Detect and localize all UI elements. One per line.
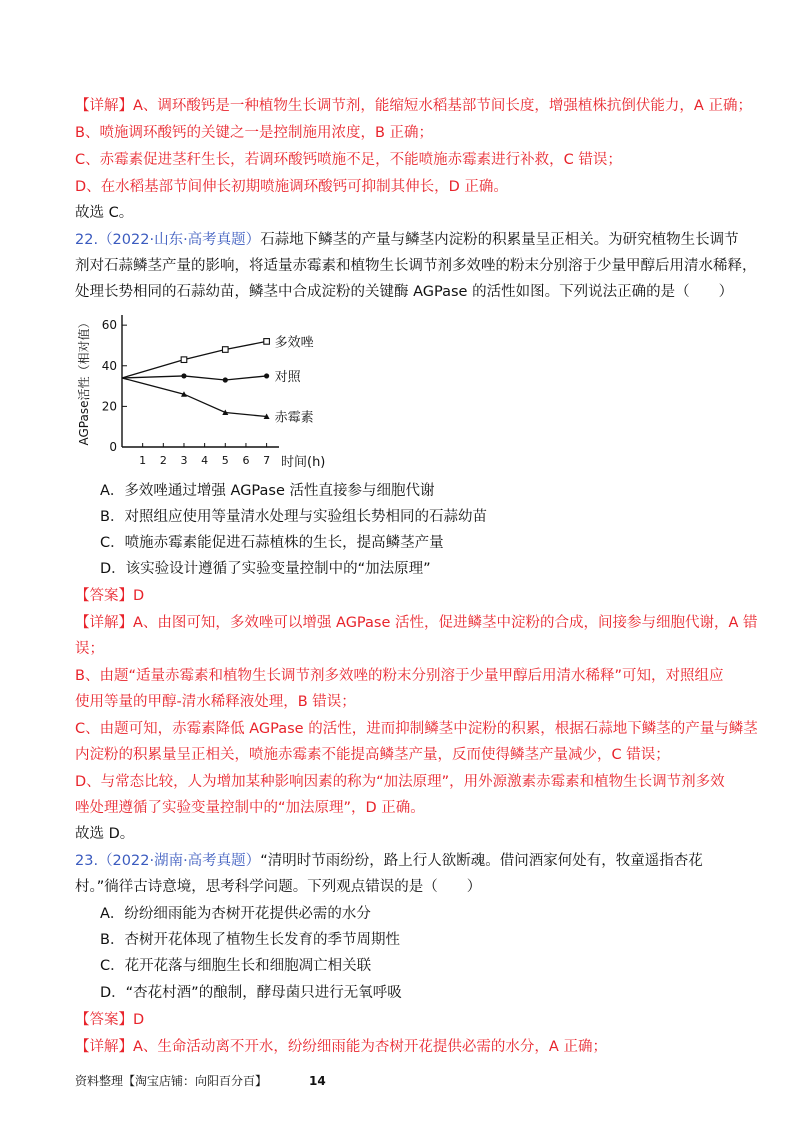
page-footer: [75, 1072, 326, 1089]
x-axis-label: 时间(h): [281, 455, 326, 470]
q21-explain-line-2: B、喷施调环酸钙的关键之一是控制施用浓度，B 正确；: [75, 125, 434, 141]
q23-option-a: A．纷纷细雨能为杏树开花提供必需的水分: [100, 906, 371, 922]
q22-explain-line-2: 误；: [75, 641, 104, 657]
q22-explain-line-8: 唑处理遵循了实验变量控制中的“加法原理”，D 正确。: [75, 800, 425, 816]
series-label-2: 赤霉素: [274, 410, 314, 426]
q22-number: 22.: [75, 232, 99, 248]
series-line-2: [122, 378, 267, 417]
q23-stem-text-1: “清明时节雨纷纷，路上行人欲断魂。借问酒家何处有，牧童遥指杏花: [260, 853, 703, 869]
data-point-square: [222, 347, 228, 353]
q21-explain-line-1: 【详解】A、调环酸钙是一种植物生长调节剂，能缩短水稻基部节间长度，增强植株抗倒伏能力，A 正确；: [75, 98, 752, 114]
q22-conclusion: 故选 D。: [75, 826, 135, 842]
x-tick-label: 1: [139, 454, 147, 467]
series-line-1: [122, 376, 267, 380]
q23-number: 23.: [75, 853, 99, 869]
q23-answer: 【答案】D: [75, 1012, 145, 1028]
data-point-circle: [264, 373, 269, 378]
x-tick-label: 3: [180, 454, 188, 467]
q22-option-c: C．喷施赤霉素能促进石蒜植株的生长，提高鳞茎产量: [100, 535, 444, 551]
series-label-0: 多效唑: [274, 335, 314, 351]
q22-explain-line-6: 内淀粉的积累量呈正相关，喷施赤霉素不能提高鳞茎产量，反而使得鳞茎产量减少，C 错误；: [75, 747, 670, 763]
agpase-activity-chart: [74, 310, 354, 480]
q23-stem-line-2: 村。”徜徉古诗意境，思考科学问题。下列观点错误的是（ ）: [75, 879, 482, 895]
q22-option-a: A．多效唑通过增强 AGPase 活性直接参与细胞代谢: [100, 483, 435, 499]
q23-option-d: D．“杏花村酒”的酿制，酵母菌只进行无氧呼吸: [100, 985, 402, 1001]
series-line-0: [122, 341, 267, 378]
q23-stem-line-1: [75, 851, 760, 871]
q21-explain-line-3: C、赤霉素促进茎秆生长，若调环酸钙喷施不足，不能喷施赤霉素进行补救，C 错误；: [75, 152, 622, 168]
q22-stem-text-1: 石蒜地下鳞茎的产量与鳞茎内淀粉的积累量呈正相关。为研究植物生长调节: [260, 232, 739, 248]
y-tick-label: 20: [101, 399, 117, 414]
q22-source: （2022·山东·高考真题）: [98, 232, 261, 248]
q22-explain-line-4: 使用等量的甲醇-清水稀释液处理，B 错误；: [75, 694, 356, 710]
q22-stem-line-1: [75, 230, 760, 250]
page-number: 14: [309, 1074, 326, 1088]
q22-explain-line-5: C、由题可知，赤霉素降低 AGPase 的活性，进而抑制鳞茎中淀粉的积累，根据石蒜地下鳞茎的产量与鳞茎: [75, 721, 758, 737]
x-tick-label: 6: [242, 454, 250, 467]
series-label-1: 对照: [274, 369, 301, 385]
data-point-circle: [223, 377, 228, 382]
q22-option-b: B．对照组应使用等量清水处理与实验组长势相同的石蒜幼苗: [100, 509, 487, 525]
q22-option-d: D．该实验设计遵循了实验变量控制中的“加法原理”: [100, 561, 431, 577]
q23-source: （2022·湖南·高考真题）: [98, 853, 261, 869]
y-axis-label: AGPase活性（相对值）: [77, 316, 91, 446]
q23-explain-line-1: 【详解】A、生命活动离不开水，纷纷细雨能为杏树开花提供必需的水分，A 正确；: [75, 1039, 607, 1055]
x-tick-label: 4: [201, 454, 209, 467]
data-point-circle: [181, 373, 186, 378]
footer-label: 资料整理【淘宝店铺：向阳百分百】: [75, 1074, 268, 1088]
x-tick-label: 5: [221, 454, 229, 467]
y-tick-label: 0: [109, 440, 117, 454]
x-tick-label: 7: [263, 454, 271, 467]
data-point-square: [181, 357, 187, 363]
y-tick-label: 40: [101, 358, 117, 373]
data-point-square: [264, 339, 270, 345]
q23-option-c: C．花开花落与细胞生长和细胞凋亡相关联: [100, 958, 372, 974]
q22-answer: 【答案】D: [75, 588, 145, 604]
q22-stem-line-2: 剂对石蒜鳞茎产量的影响，将适量赤霉素和植物生长调节剂多效唑的粉末分别溶于少量甲醇后用清水稀释，: [75, 258, 757, 274]
x-tick-label: 2: [159, 454, 167, 467]
q22-explain-line-7: D、与常态比较，人为增加某种影响因素的称为“加法原理”，用外源激素赤霉素和植物生长调节剂多效: [75, 774, 725, 790]
q21-conclusion: 故选 C。: [75, 205, 134, 221]
y-tick-label: 60: [101, 318, 117, 333]
q22-explain-line-1: 【详解】A、由图可知，多效唑可以增强 AGPase 活性，促进鳞茎中淀粉的合成，间接参与细胞代谢，A 错: [75, 615, 758, 631]
q23-option-b: B．杏树开花体现了植物生长发育的季节周期性: [100, 932, 400, 948]
q22-stem-line-3: 处理长势相同的石蒜幼苗，鳞茎中合成淀粉的关键酶 AGPase 的活性如图。下列说法正确的是（ ）: [75, 284, 734, 300]
q22-explain-line-3: B、由题“适量赤霉素和植物生长调节剂多效唑的粉末分别溶于少量甲醇后用清水稀释”可知，对照组应: [75, 668, 724, 684]
q21-explain-line-4: D、在水稻基部节间伸长初期喷施调环酸钙可抑制其伸长，D 正确。: [75, 179, 508, 195]
